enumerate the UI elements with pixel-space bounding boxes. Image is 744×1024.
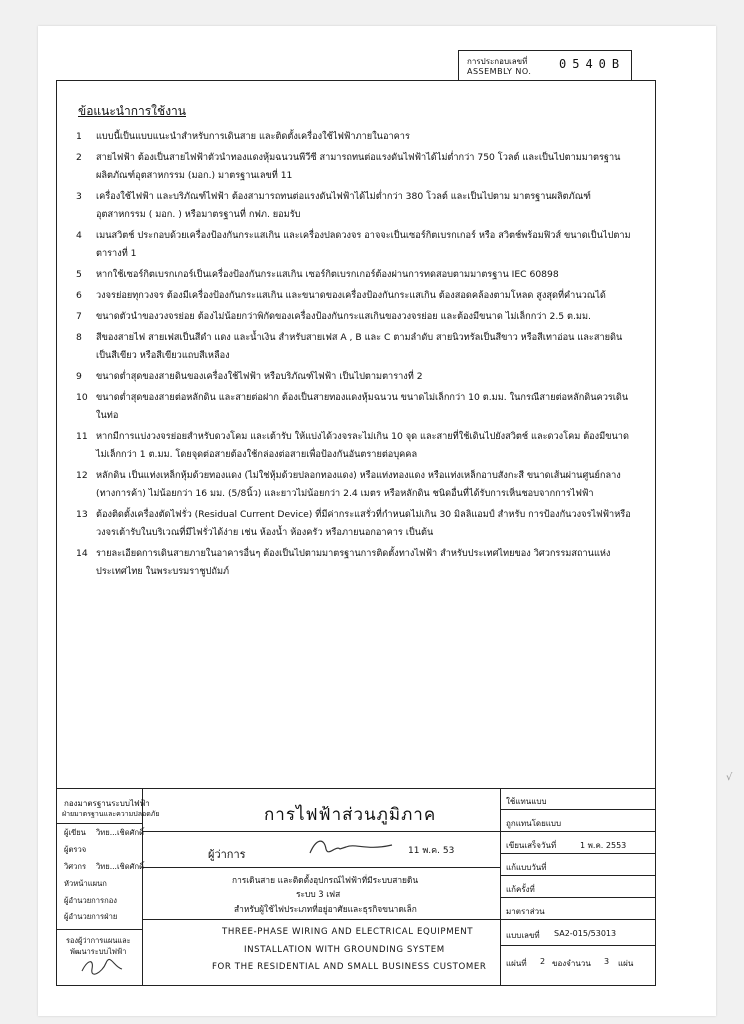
note-item: [76, 149, 636, 185]
note-item: [76, 227, 636, 263]
note-item: [76, 545, 636, 581]
title-block: [56, 788, 656, 986]
replaced-by-label: ถูกแทนโดยแบบ: [506, 819, 562, 828]
note-item: [76, 188, 636, 224]
desc-line-1: การเดินสาย และติดตั้งอุปกรณ์ไฟฟ้าที่มีระบบสายดิน: [232, 875, 419, 885]
signer-name: วิทย...เชิดศักดิ์: [96, 862, 144, 871]
signer-role: วิศวกร: [64, 862, 87, 871]
note-number: 3: [76, 191, 82, 202]
note-item: [76, 128, 636, 146]
sheet-of-label: ของจำนวน: [552, 959, 591, 968]
note-number: 8: [76, 332, 82, 343]
note-text: หลักดิน เป็นแท่งเหล็กหุ้มด้วยทองแดง (ไม่ใช่หุ้มด้วยปลอกทองแดง) หรือแท่งทองแดง หรือแท่งเหล็กอาบสังกะสี ขนาดเส้นผ่านศูนย์กลาง (ทางการค้า) ไม่น้อยกว่า 16 มม. (5/8นิ้ว) และยาวไม่น้อยกว่า 2.4 เมตร หรือหลักดิน ชนิดอื่นที่ได้รับการเห็นชอบจากการไฟฟ้า: [96, 470, 621, 499]
signer-role: ผู้อำนวยการฝ่าย: [64, 912, 118, 921]
assembly-label-en: ASSEMBLY NO.: [467, 67, 532, 76]
signer-name: วิทย...เชิดศักดิ์: [96, 828, 144, 837]
company-name: การไฟฟ้าส่วนภูมิภาค: [264, 805, 437, 825]
sheet-number: 2: [540, 957, 546, 966]
note-text: รายละเอียดการเดินสายภายในอาคารอื่นๆ ต้องเป็นไปตามมาตรฐานการติดตั้งทางไฟฟ้า สำหรับประเทศไทยของ วิศวกรรมสถานแห่งประเทศไทย ในพระบรมราชูปถัมภ์: [96, 548, 611, 577]
deputy-signature-icon: [80, 957, 124, 975]
note-item: [76, 308, 636, 326]
note-number: 7: [76, 311, 82, 322]
note-text: เมนสวิตช์ ประกอบด้วยเครื่องป้องกันกระแสเกิน และเครื่องปลดวงจร อาจจะเป็นเซอร์กิตเบรกเกอร์ หรือ สวิตช์พร้อมฟิวส์ ขนาดเป็นไปตามตารางที่ 1: [96, 230, 631, 259]
governor-date: 11 พ.ค. 53: [408, 846, 455, 856]
sheet-unit: แผ่น: [618, 959, 634, 968]
scale-label: มาตราส่วน: [506, 907, 545, 916]
desc-line-2: ระบบ 3 เฟส: [296, 889, 341, 899]
note-text: แบบนี้เป็นแบบแนะนำสำหรับการเดินสาย และติดตั้งเครื่องใช้ไฟฟ้าภายในอาคาร: [96, 131, 410, 142]
note-number: 14: [76, 548, 88, 559]
note-number: 6: [76, 290, 82, 301]
deputy-line-1: รองผู้ว่าการแผนและ: [66, 936, 131, 945]
deputy-line-2: พัฒนาระบบไฟฟ้า: [70, 947, 127, 956]
governor-signature-icon: [306, 835, 396, 859]
edited-date-label: แก้แบบวันที่: [506, 863, 547, 872]
note-item: [76, 368, 636, 386]
note-number: 12: [76, 470, 88, 481]
note-text: หากใช้เซอร์กิตเบรกเกอร์เป็นเครื่องป้องกันกระแสเกิน เซอร์กิตเบรกเกอร์ต้องผ่านการทดสอบตามมาตรฐาน IEC 60898: [96, 269, 559, 280]
drawing-number-label: แบบเลขที่: [506, 931, 540, 940]
dept-line-1: กองมาตรฐานระบบไฟฟ้า: [64, 799, 150, 808]
signer-role: หัวหน้าแผนก: [64, 879, 107, 888]
signer-role: ผู้ตรวจ: [64, 845, 87, 854]
sheet-number-label: แผ่นที่: [506, 959, 527, 968]
note-number: 2: [76, 152, 82, 163]
note-text: สายไฟฟ้า ต้องเป็นสายไฟฟ้าตัวนำทองแดงหุ้มฉนวนพีวีซี สามารถทนต่อแรงดันไฟฟ้าได้ไม่ต่ำกว่า 750 โวลต์ และเป็นไปตามมาตรฐานผลิตภัณฑ์อุตสาหกรรม (มอก.) มาตรฐานเลขที่ 11: [96, 152, 621, 181]
note-number: 9: [76, 371, 82, 382]
note-item: [76, 389, 636, 425]
note-number: 1: [76, 131, 82, 142]
governor-label: ผู้ว่าการ: [208, 848, 246, 861]
note-item: [76, 506, 636, 542]
assembly-number: 0540B: [559, 57, 626, 71]
note-item: [76, 266, 636, 284]
edit-number-label: แก้ครั้งที่: [506, 885, 535, 894]
note-item: [76, 428, 636, 464]
english-title-line-1: THREE-PHASE WIRING AND ELECTRICAL EQUIPMENT: [222, 927, 474, 937]
note-text: ขนาดต่ำสุดของสายต่อหลักดิน และสายต่อฝาก ต้องเป็นสายทองแดงหุ้มฉนวน ขนาดไม่เล็กกว่า 10 ต.มม. ในกรณีสายต่อหลักดินควรเดินในท่อ: [96, 392, 629, 421]
note-text: สีของสายไฟ สายเฟสเป็นสีดำ แดง และน้ำเงิน สำหรับสายเฟส A , B และ C ตามลำดับ สายนิวทรัลเป็นสีขาว หรือสีเทาอ่อน และสายดินเป็นสีเขียว หรือสีเขียวแถบสีเหลือง: [96, 332, 623, 361]
margin-check-mark: √: [726, 772, 733, 783]
note-number: 4: [76, 230, 82, 241]
drawing-number: SA2-015/53013: [554, 929, 617, 938]
note-text: ขนาดต่ำสุดของสายดินของเครื่องใช้ไฟฟ้า หรือบริภัณฑ์ไฟฟ้า เป็นไปตามตารางที่ 2: [96, 371, 423, 382]
note-text: ต้องติดตั้งเครื่องตัดไฟรั่ว (Residual Current Device) ที่มีค่ากระแสรั่วที่กำหนดไม่เกิน 30 มิลลิแอมป์ สำหรับ การป้องกันวงจรไฟฟ้าหรือวงจรเต้ารับในบริเวณที่มีไฟรั่วได้ง่าย เช่น ห้องน้ำ ห้องครัว หรือภายนอกอาคาร เป็นต้น: [96, 509, 631, 538]
notes-list: [76, 128, 636, 584]
replace-drawing-label: ใช้แทนแบบ: [506, 797, 547, 806]
note-number: 10: [76, 392, 88, 403]
finished-date: 1 พ.ค. 2553: [580, 841, 627, 850]
desc-line-3: สำหรับผู้ใช้ไฟประเภทที่อยู่อาศัยและธุรกิจขนาดเล็ก: [234, 904, 417, 914]
note-text: หากมีการแบ่งวงจรย่อยสำหรับดวงโคม และเต้ารับ ให้แบ่งได้วงจรละไม่เกิน 10 จุด และสายที่ใช้เดินไปยังสวิตช์ และดวงโคม ต้องมีขนาดไม่เล็กกว่า 1 ต.มม. โดยจุดต่อสายต้องใช้กล่องต่อสายเพื่อป้องกันอันตรายต่อบุคคล: [96, 431, 629, 460]
dept-line-2: ฝ่ายมาตรฐานและความปลอดภัย: [62, 810, 160, 818]
note-number: 13: [76, 509, 88, 520]
note-number: 11: [76, 431, 88, 442]
note-text: วงจรย่อยทุกวงจร ต้องมีเครื่องป้องกันกระแสเกิน และขนาดของเครื่องป้องกันกระแสเกิน ต้องสอดคล้องตามโหลด สูงสุดที่คำนวณได้: [96, 290, 606, 301]
note-item: [76, 467, 636, 503]
note-number: 5: [76, 269, 82, 280]
signer-role: ผู้เขียน: [64, 828, 86, 837]
finished-date-label: เขียนเสร็จวันที่: [506, 841, 557, 850]
signer-role: ผู้อำนวยการกอง: [64, 896, 117, 905]
assembly-label-thai: การประกอบเลขที่: [467, 57, 528, 66]
note-item: [76, 329, 636, 365]
sheet-total: 3: [604, 957, 610, 966]
english-title-line-3: FOR THE RESIDENTIAL AND SMALL BUSINESS CUSTOMER: [212, 962, 487, 972]
note-item: [76, 287, 636, 305]
assembly-number-box: [458, 50, 632, 80]
note-text: เครื่องใช้ไฟฟ้า และบริภัณฑ์ไฟฟ้า ต้องสามารถทนต่อแรงดันไฟฟ้าได้ไม่ต่ำกว่า 380 โวลต์ และเป็นไปตาม มาตรฐานผลิตภัณฑ์อุตสาหกรรม ( มอก. ) หรือมาตรฐานที่ กฟภ. ยอมรับ: [96, 191, 591, 220]
notes-heading: ข้อแนะนำการใช้งาน: [78, 104, 186, 118]
english-title-line-2: INSTALLATION WITH GROUNDING SYSTEM: [244, 945, 445, 955]
note-text: ขนาดตัวนำของวงจรย่อย ต้องไม่น้อยกว่าพิกัดของเครื่องป้องกันกระแสเกินของวงจรย่อย และต้องมีขนาด ไม่เล็กกว่า 2.5 ต.มม.: [96, 311, 591, 322]
